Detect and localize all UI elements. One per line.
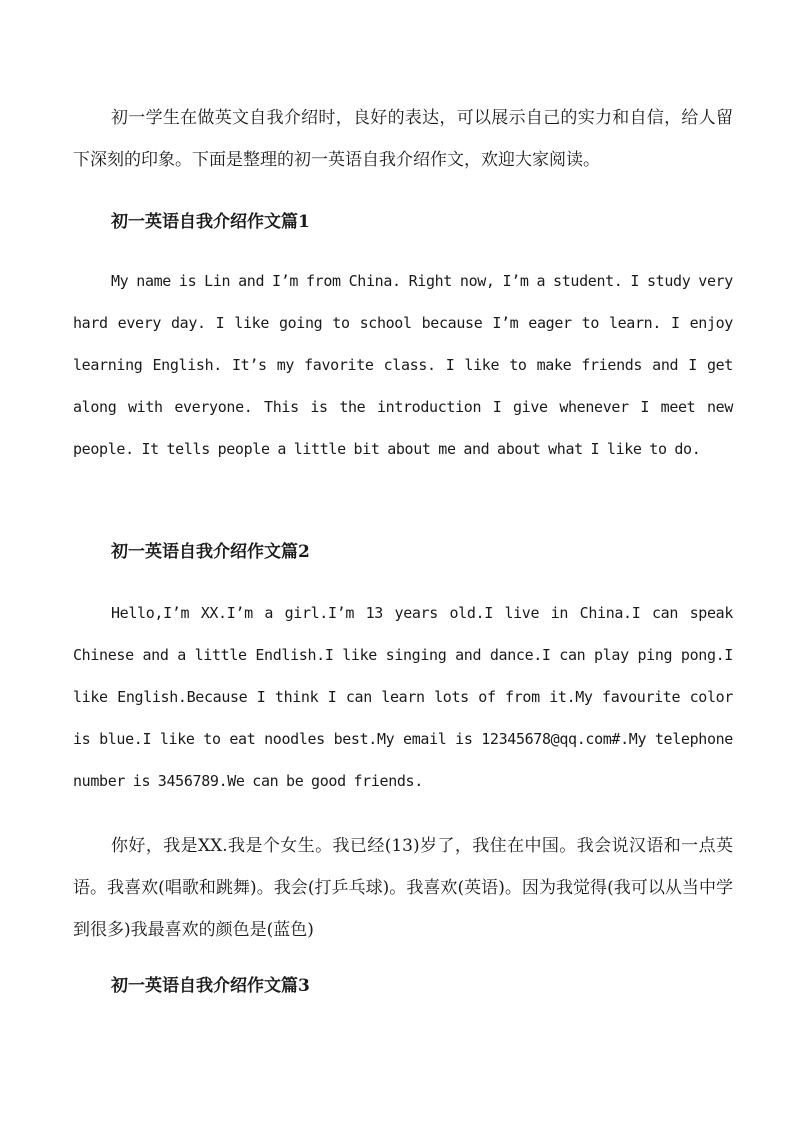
section-heading-2: 初一英语自我介绍作文篇2 [111,542,310,562]
section-1-paragraph-1: My name is Lin and I’m from China. Right now, I’m a student. I study very hard every day. I like going to school because I’m eager to learn. I enjoy learning English. It’s my favorite class. I like to make friends and I get along with everyone. This is the introduction I give whenever I meet new people. It tells people a little bit about me and about what I like to do. [73,272,733,458]
section-2-paragraph-2: 你好，我是XX.我是个女生。我已经(13)岁了，我住在中国。我会说汉语和一点英语。我喜欢(唱歌和跳舞)。我会(打乒乓球)。我喜欢(英语)。因为我觉得(我可以从当中学到很多)我最喜欢的颜色是(蓝色) [73,836,733,940]
intro-paragraph: 初一学生在做英文自我介绍时，良好的表达，可以展示自己的实力和自信，给人留下深刻的印象。下面是整理的初一英语自我介绍作文，欢迎大家阅读。 [73,108,733,170]
section-2-paragraph-1: Hello,I’m XX.I’m a girl.I’m 13 years old.I live in China.I can speak Chinese and a little Endlish.I like singing and dance.I can play ping pong.I like English.Because I think I can learn lots of from it.My favourite color is blue.I like to eat noodles best.My email is 12345678@qq.com#.My telephone number is 3456789.We can be good friends. [73,604,733,790]
section-heading-3: 初一英语自我介绍作文篇3 [111,976,310,996]
section-heading-1: 初一英语自我介绍作文篇1 [111,212,310,232]
